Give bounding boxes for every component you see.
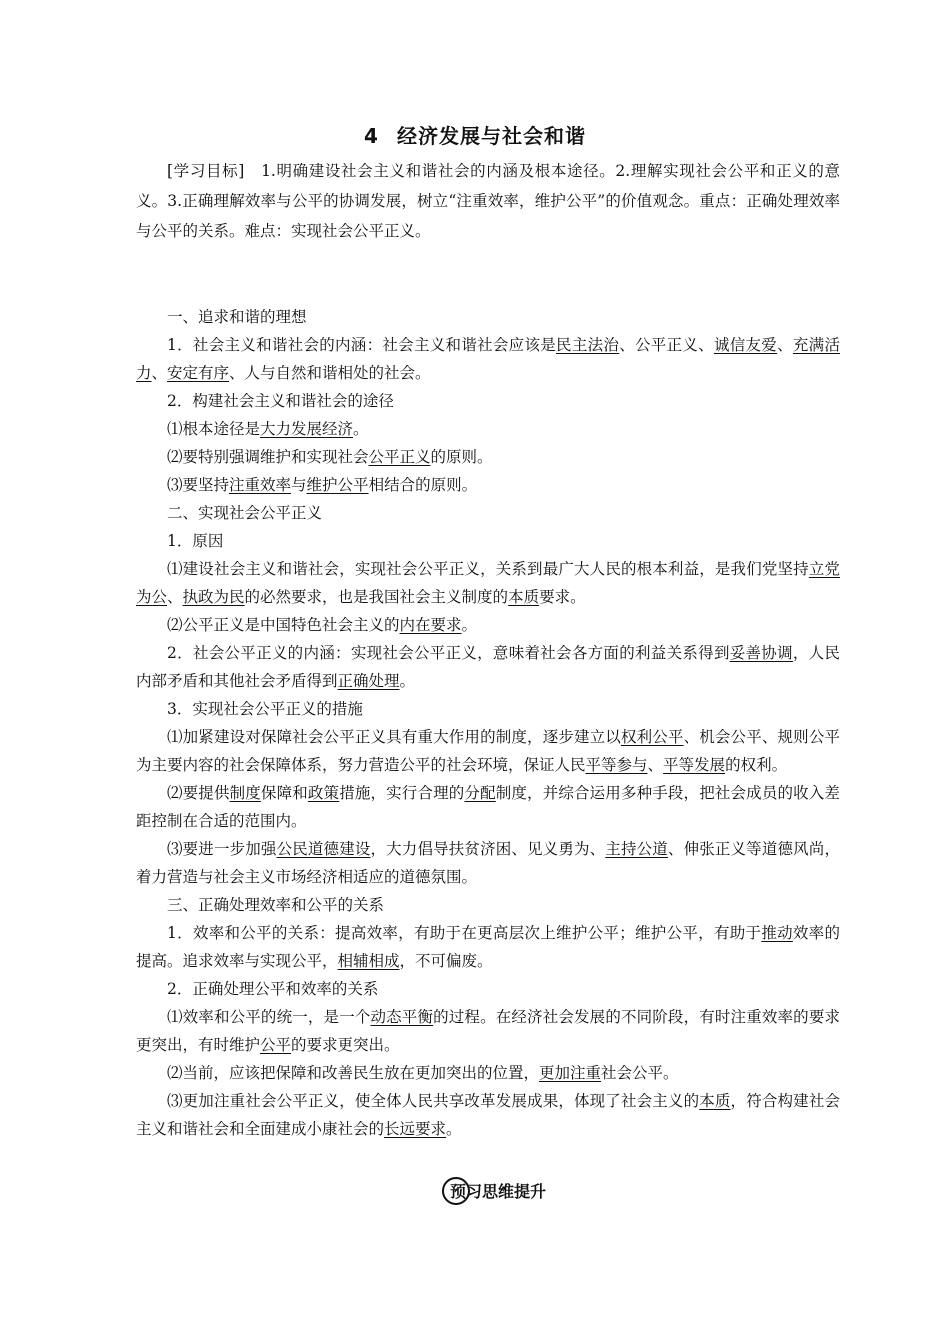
paragraph: 1．社会主义和谐社会的内涵：社会主义和谐社会应该是民主法治、公平正义、诚信友爱、充满活力、安定有序、人与自然和谐相处的社会。 [136,336,840,382]
underlined-term: 平等参与 [585,756,648,774]
section-heading: 三、正确处理效率和公平的关系 [167,896,385,914]
underlined-term: 推动 [761,924,793,942]
underlined-term: 执政为民 [182,588,245,606]
underlined-term: 民主法治 [556,336,620,354]
underlined-term: 诚信友爱 [713,336,778,354]
underlined-term: 安定有序 [167,364,230,382]
section-heading: 二、实现社会公平正义 [167,504,323,522]
paragraph: ⑴效率和公平的统一，是一个动态平衡的过程。在经济社会发展的不同阶段，有时注重效率的要求更突出，有时维护公平的要求更突出。 [136,1008,840,1054]
underlined-term: 权利公平 [620,728,684,746]
underlined-term: 相辅相成 [337,952,400,970]
underlined-term: 主持公道 [605,840,668,858]
underlined-term: 长远要求 [384,1120,447,1138]
underlined-term: 正确处理 [337,672,400,690]
document-body [136,303,840,1143]
page-title [0,120,950,149]
paragraph: ⑵要提供制度保障和政策措施，实行合理的分配制度，并综合运用多种手段，把社会成员的收入差距控制在合适的范围内。 [136,784,840,830]
paragraph: ⑵公平正义是中国特色社会主义的内在要求。 [167,616,478,634]
learning-goals: [学习目标] 1.明确建设社会主义和谐社会的内涵及根本途径。2.理解实现社会公平和正义的意义。3.正确理解效率与公平的协调发展，树立“注重效率，维护公平”的价值观念。重点：正确处理效率与公平的关系。难点：实现社会公平正义。 [136,162,840,240]
paragraph: 2．正确处理公平和效率的关系 [167,980,379,998]
paragraph: ⑵当前，应该把保障和改善民生放在更加突出的位置，更加注重社会公平。 [167,1064,679,1082]
paragraph: 1．原因 [167,532,224,550]
paragraph: 1．效率和公平的关系：提高效率，有助于在更高层次上维护公平；维护公平，有助于推动效率的提高。追求效率与实现公平，相辅相成，不可偏废。 [136,924,840,970]
underlined-term: 大力发展经济 [260,420,354,438]
paragraph: ⑴建设社会主义和谐社会，实现社会公平正义，关系到最广大人民的根本利益，是我们党坚持立党为公、执政为民的必然要求，也是我国社会主义制度的本质要求。 [136,560,840,606]
title-text: 经济发展与社会和谐 [396,124,586,148]
underlined-term: 平等发展 [663,756,726,774]
underlined-term: 分配 [464,784,496,802]
underlined-term: 注重效率 [229,476,292,494]
badge-label: 预习思维提升 [450,1182,547,1201]
paragraph: ⑴根本途径是大力发展经济。 [167,420,369,438]
underlined-term: 本质 [508,588,540,606]
underlined-term: 妥善协调 [729,644,793,662]
underlined-term: 制度 [229,784,261,802]
paragraph: ⑶更加注重社会公平正义，使全体人民共享改革发展成果，体现了社会主义的本质，符合构建社会主义和谐社会和全面建成小康社会的长远要求。 [136,1092,840,1138]
paragraph: ⑴加紧建设对保障社会公平正义具有重大作用的制度，逐步建立以权利公平、机会公平、规则公平为主要内容的社会保障体系，努力营造公平的社会环境，保证人民平等参与、平等发展的权利。 [136,728,840,774]
underlined-term: 维护公平 [306,476,369,494]
underlined-term: 本质 [699,1092,731,1110]
paragraph: 2．构建社会主义和谐社会的途径 [167,392,394,410]
title-number: 4 [364,124,379,148]
underlined-term: 公平 [260,1036,292,1054]
paragraph: ⑵要特别强调维护和实现社会公平正义的原则。 [167,448,493,466]
underlined-term: 动态平衡 [370,1008,434,1026]
underlined-term: 公民道德建设 [276,840,371,858]
section-heading: 一、追求和谐的理想 [167,308,307,326]
underlined-term: 政策 [307,784,340,802]
underlined-term: 更加注重 [539,1064,602,1082]
paragraph: 2．社会公平正义的内涵：实现社会公平正义，意味着社会各方面的利益关系得到妥善协调，人民内部矛盾和其他社会矛盾得到正确处理。 [136,644,840,690]
underlined-term: 充满活力 [136,336,840,382]
section-footer [0,1176,950,1206]
paragraph: ⑶要进一步加强公民道德建设，大力倡导扶贫济困、见义勇为、主持公道、伸张正义等道德风尚，着力营造与社会主义市场经济相适应的道德氛围。 [136,840,840,886]
paragraph: ⑶要坚持注重效率与维护公平相结合的原则。 [167,476,478,494]
paragraph: 3．实现社会公平正义的措施 [167,700,363,718]
underlined-term: 立党为公 [136,560,840,606]
underlined-term: 内在要求 [399,616,462,634]
underlined-term: 公平正义 [368,448,431,466]
preview-badge [442,1176,568,1206]
